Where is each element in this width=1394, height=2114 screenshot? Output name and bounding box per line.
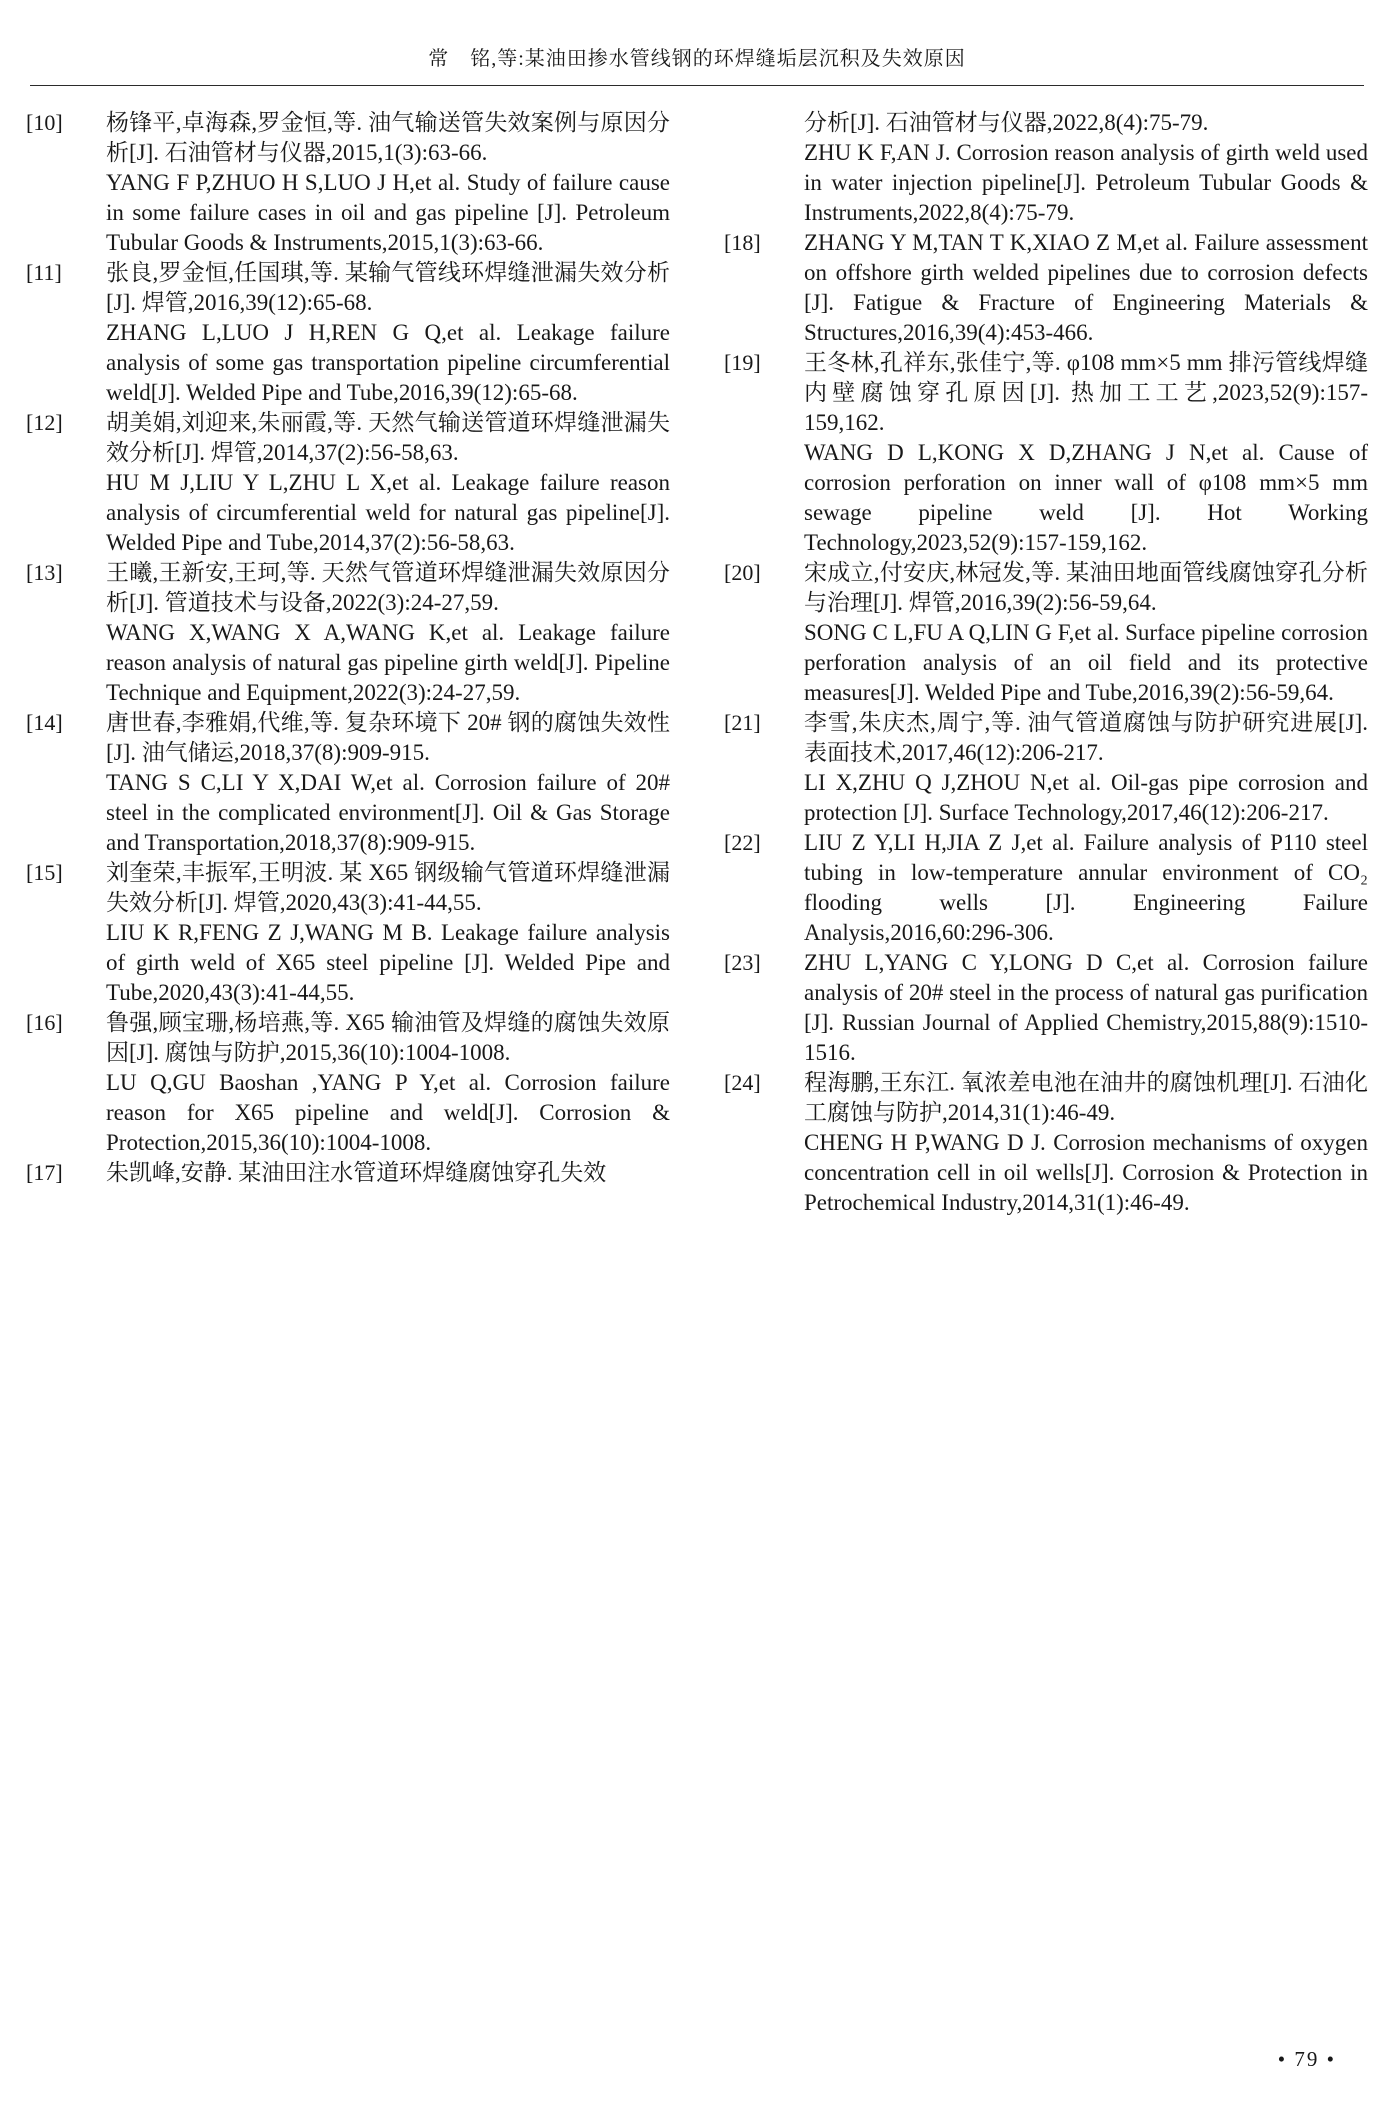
reference-number: [12] — [26, 410, 63, 435]
reference-text-zh: 朱凯峰,安静. 某油田注水管道环焊缝腐蚀穿孔失效 — [106, 1160, 607, 1185]
reference-item — [724, 228, 1368, 348]
reference-text-en: ZHANG Y M,TAN T K,XIAO Z M,et al. Failure assessment on offshore girth welded pipelines due to corrosion defects [J]. Fatigue & Fracture of Engineering Materials & Structures,2016,39(4):453-466. — [804, 230, 1368, 345]
reference-text-zh: 鲁强,顾宝珊,杨培燕,等. X65 输油管及焊缝的腐蚀失效原因[J]. 腐蚀与防护,2015,36(10):1004-1008. — [106, 1010, 670, 1065]
reference-number: [21] — [724, 710, 761, 735]
reference-text-zh: 张良,罗金恒,任国琪,等. 某输气管线环焊缝泄漏失效分析[J]. 焊管,2016,39(12):65-68. — [106, 260, 670, 315]
reference-number: [11] — [26, 260, 62, 285]
reference-text-en: CHENG H P,WANG D J. Corrosion mechanisms of oxygen concentration cell in oil wells[J]. Corrosion & Protection in Petrochemical Industry,2014,31(1):46-49. — [804, 1130, 1368, 1215]
reference-text-zh: 宋成立,付安庆,林冠发,等. 某油田地面管线腐蚀穿孔分析与治理[J]. 焊管,2016,39(2):56-59,64. — [804, 560, 1368, 615]
reference-body — [804, 948, 1368, 1068]
reference-body — [804, 1068, 1368, 1218]
reference-text-en: WANG D L,KONG X D,ZHANG J N,et al. Cause of corrosion perforation on inner wall of φ108 mm×5 mm sewage pipeline weld [J]. Hot Working Technology,2023,52(9):157-159,162. — [804, 440, 1368, 555]
reference-number: [19] — [724, 350, 761, 375]
reference-item — [26, 408, 670, 558]
reference-item — [724, 558, 1368, 708]
reference-text-en: ZHU L,YANG C Y,LONG D C,et al. Corrosion failure analysis of 20# steel in the process of natural gas purification [J]. Russian Journal of Applied Chemistry,2015,88(9):1510-1516. — [804, 950, 1368, 1065]
reference-item — [724, 708, 1368, 828]
header-rule — [30, 85, 1364, 86]
reference-body — [106, 858, 670, 1008]
reference-item-continuation — [724, 108, 1368, 228]
reference-text-en: LIU Z Y,LI H,JIA Z J,et al. Failure analysis of P110 steel tubing in low-temperature annular environment of CO₂ flooding wells [J]. Engineering Failure Analysis,2016,60:296-306. — [804, 830, 1368, 945]
reference-item — [26, 708, 670, 858]
reference-text-zh: 唐世春,李雅娟,代维,等. 复杂环境下 20# 钢的腐蚀失效性[J]. 油气储运,2018,37(8):909-915. — [106, 710, 670, 765]
references-columns — [26, 108, 1368, 1218]
reference-item — [26, 858, 670, 1008]
reference-text-zh: 胡美娟,刘迎来,朱丽霞,等. 天然气输送管道环焊缝泄漏失效分析[J]. 焊管,2014,37(2):56-58,63. — [106, 410, 670, 465]
reference-body — [106, 708, 670, 858]
reference-number: [22] — [724, 830, 761, 855]
reference-text-en: ZHANG L,LUO J H,REN G Q,et al. Leakage failure analysis of some gas transportation pipeline circumferential weld[J]. Welded Pipe and Tube,2016,39(12):65-68. — [106, 320, 670, 405]
reference-number: [18] — [724, 230, 761, 255]
reference-body — [804, 108, 1368, 228]
reference-item — [724, 1068, 1368, 1218]
reference-text-zh: 分析[J]. 石油管材与仪器,2022,8(4):75-79. — [804, 110, 1209, 135]
reference-number: [15] — [26, 860, 63, 885]
reference-item — [26, 1158, 670, 1188]
reference-text-en: WANG X,WANG X A,WANG K,et al. Leakage failure reason analysis of natural gas pipeline girth weld[J]. Pipeline Technique and Equipment,2022(3):24-27,59. — [106, 620, 670, 705]
reference-number: [20] — [724, 560, 761, 585]
reference-body — [804, 558, 1368, 708]
reference-text-en: YANG F P,ZHUO H S,LUO J H,et al. Study of failure cause in some failure cases in oil and gas pipeline [J]. Petroleum Tubular Goods & Instruments,2015,1(3):63-66. — [106, 170, 670, 255]
reference-text-zh: 李雪,朱庆杰,周宁,等. 油气管道腐蚀与防护研究进展[J]. 表面技术,2017,46(12):206-217. — [804, 710, 1368, 765]
reference-text-zh: 杨锋平,卓海森,罗金恒,等. 油气输送管失效案例与原因分析[J]. 石油管材与仪器,2015,1(3):63-66. — [106, 110, 670, 165]
reference-text-zh: 王曦,王新安,王珂,等. 天然气管道环焊缝泄漏失效原因分析[J]. 管道技术与设备,2022(3):24-27,59. — [106, 560, 670, 615]
reference-text-en: LI X,ZHU Q J,ZHOU N,et al. Oil-gas pipe corrosion and protection [J]. Surface Technology,2017,46(12):206-217. — [804, 770, 1368, 825]
references-left-column — [26, 108, 670, 1218]
reference-body — [804, 828, 1368, 948]
reference-text-en: HU M J,LIU Y L,ZHU L X,et al. Leakage failure reason analysis of circumferential weld for natural gas pipeline[J]. Welded Pipe and Tube,2014,37(2):56-58,63. — [106, 470, 670, 555]
reference-body — [106, 558, 670, 708]
reference-text-en: SONG C L,FU A Q,LIN G F,et al. Surface pipeline corrosion perforation analysis of an oil field and its protective measures[J]. Welded Pipe and Tube,2016,39(2):56-59,64. — [804, 620, 1368, 705]
reference-text-en: TANG S C,LI Y X,DAI W,et al. Corrosion failure of 20# steel in the complicated environment[J]. Oil & Gas Storage and Transportation,2018,37(8):909-915. — [106, 770, 670, 855]
references-right-column — [724, 108, 1368, 1218]
reference-item — [26, 558, 670, 708]
reference-number: [14] — [26, 710, 63, 735]
reference-body — [804, 348, 1368, 558]
reference-text-zh: 刘奎荣,丰振军,王明波. 某 X65 钢级输气管道环焊缝泄漏失效分析[J]. 焊管,2020,43(3):41-44,55. — [106, 860, 670, 915]
reference-number: [13] — [26, 560, 63, 585]
reference-text-en: LU Q,GU Baoshan ,YANG P Y,et al. Corrosion failure reason for X65 pipeline and weld[J]. Corrosion & Protection,2015,36(10):1004-1008. — [106, 1070, 670, 1155]
reference-body — [106, 1008, 670, 1158]
reference-text-en: ZHU K F,AN J. Corrosion reason analysis of girth weld used in water injection pipeline[J]. Petroleum Tubular Goods & Instruments,2022,8(4):75-79. — [804, 140, 1368, 225]
reference-number: [16] — [26, 1010, 63, 1035]
reference-number: [23] — [724, 950, 761, 975]
page-number: • 79 • — [1277, 2047, 1336, 2071]
running-head-title: 常 铭,等:某油田掺水管线钢的环焊缝垢层沉积及失效原因 — [428, 48, 966, 70]
reference-body — [106, 108, 670, 258]
reference-item — [26, 1008, 670, 1158]
reference-text-zh: 王冬林,孔祥东,张佳宁,等. φ108 mm×5 mm 排污管线焊缝内壁腐蚀穿孔原因[J]. 热加工工艺,2023,52(9):157-159,162. — [804, 350, 1368, 435]
reference-item — [724, 828, 1368, 948]
reference-number: [10] — [26, 110, 63, 135]
reference-number: [17] — [26, 1160, 63, 1185]
reference-item — [26, 258, 670, 408]
reference-body — [106, 258, 670, 408]
reference-body — [106, 408, 670, 558]
reference-text-zh: 程海鹏,王东江. 氧浓差电池在油井的腐蚀机理[J]. 石油化工腐蚀与防护,2014,31(1):46-49. — [804, 1070, 1368, 1125]
reference-body — [804, 228, 1368, 348]
reference-item — [26, 108, 670, 258]
reference-number: [24] — [724, 1070, 761, 1095]
reference-item — [724, 348, 1368, 558]
reference-item — [724, 948, 1368, 1068]
reference-body — [106, 1158, 670, 1188]
reference-text-en: LIU K R,FENG Z J,WANG M B. Leakage failure analysis of girth weld of X65 steel pipeline [J]. Welded Pipe and Tube,2020,43(3):41-44,55. — [106, 920, 670, 1005]
reference-body — [804, 708, 1368, 828]
